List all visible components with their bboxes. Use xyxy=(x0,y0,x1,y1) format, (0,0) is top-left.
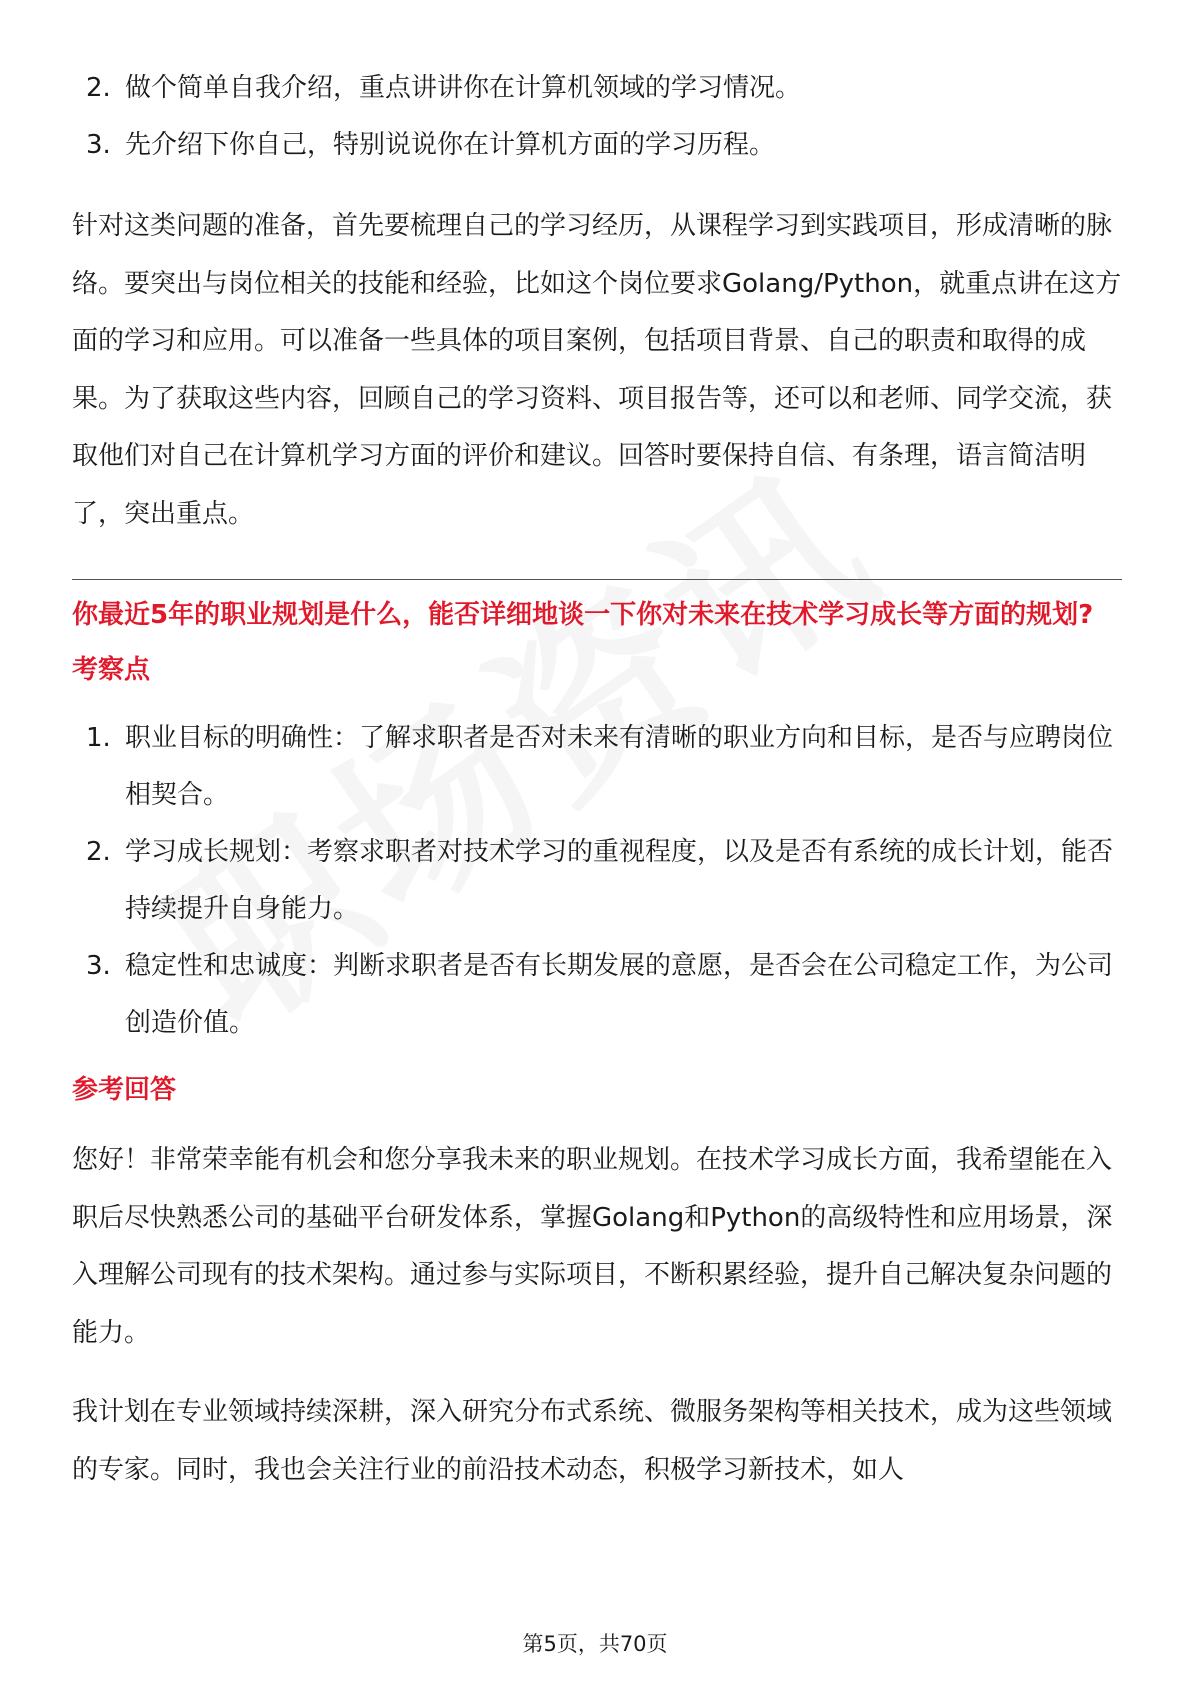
question-title: 你最近5年的职业规划是什么，能否详细地谈一下你对未来在技术学习成长等方面的规划? xyxy=(72,600,1094,630)
list-item xyxy=(72,938,1122,1052)
list-number: 2. xyxy=(86,73,111,103)
list-number: 1. xyxy=(86,723,111,753)
previous-question-list xyxy=(72,60,1122,174)
list-item xyxy=(72,824,1122,938)
answer-paragraph: 我计划在专业领域持续深耕，深入研究分布式系统、微服务架构等相关技术，成为这些领域的专家。同时，我也会关注行业的前沿技术动态，积极学习新技术，如人 xyxy=(72,1397,1113,1485)
criteria-heading: 考察点 xyxy=(72,655,151,685)
list-item xyxy=(72,60,1122,117)
list-number: 3. xyxy=(86,951,111,981)
list-text: 学习成长规划：考察求职者对技术学习的重视程度，以及是否有系统的成长计划，能否持续提升自身能力。 xyxy=(125,837,1114,924)
preparation-paragraph: 针对这类问题的准备，首先要梳理自己的学习经历，从课程学习到实践项目，形成清晰的脉络。要突出与岗位相关的技能和经验，比如这个岗位要求Golang/Python，就重点讲在这方面的学习和应用。可以准备一些具体的项目案例，包括项目背景、自己的职责和取得的成果。为了获取这些内容，回顾自己的学习资料、项目报告等，还可以和老师、同学交流，获取他们对自己在计算机学习方面的评价和建议。回答时要保持自信、有条理，语言简洁明了，突出重点。 xyxy=(72,211,1122,529)
answer-heading: 参考回答 xyxy=(72,1075,177,1105)
list-number: 3. xyxy=(86,130,111,160)
list-item xyxy=(72,117,1122,174)
list-number: 2. xyxy=(86,837,111,867)
criteria-list xyxy=(72,710,1122,1052)
document-body xyxy=(72,60,1122,1499)
list-text: 稳定性和忠诚度：判断求职者是否有长期发展的意愿，是否会在公司稳定工作，为公司创造价值。 xyxy=(125,951,1114,1038)
page-footer: 第5页，共70页 xyxy=(522,1632,668,1656)
section-divider xyxy=(72,579,1122,580)
list-text: 职业目标的明确性：了解求职者是否对未来有清晰的职业方向和目标，是否与应聘岗位相契合。 xyxy=(125,723,1114,810)
list-text: 先介绍下你自己，特别说说你在计算机方面的学习历程。 xyxy=(125,130,776,160)
list-text: 做个简单自我介绍，重点讲讲你在计算机领域的学习情况。 xyxy=(125,73,802,103)
list-item xyxy=(72,710,1122,824)
answer-paragraph: 您好！非常荣幸能有机会和您分享我未来的职业规划。在技术学习成长方面，我希望能在入职后尽快熟悉公司的基础平台研发体系，掌握Golang和Python的高级特性和应用场景，深入理解公司现有的技术架构。通过参与实际项目，不断积累经验，提升自己解决复杂问题的能力。 xyxy=(72,1145,1113,1348)
